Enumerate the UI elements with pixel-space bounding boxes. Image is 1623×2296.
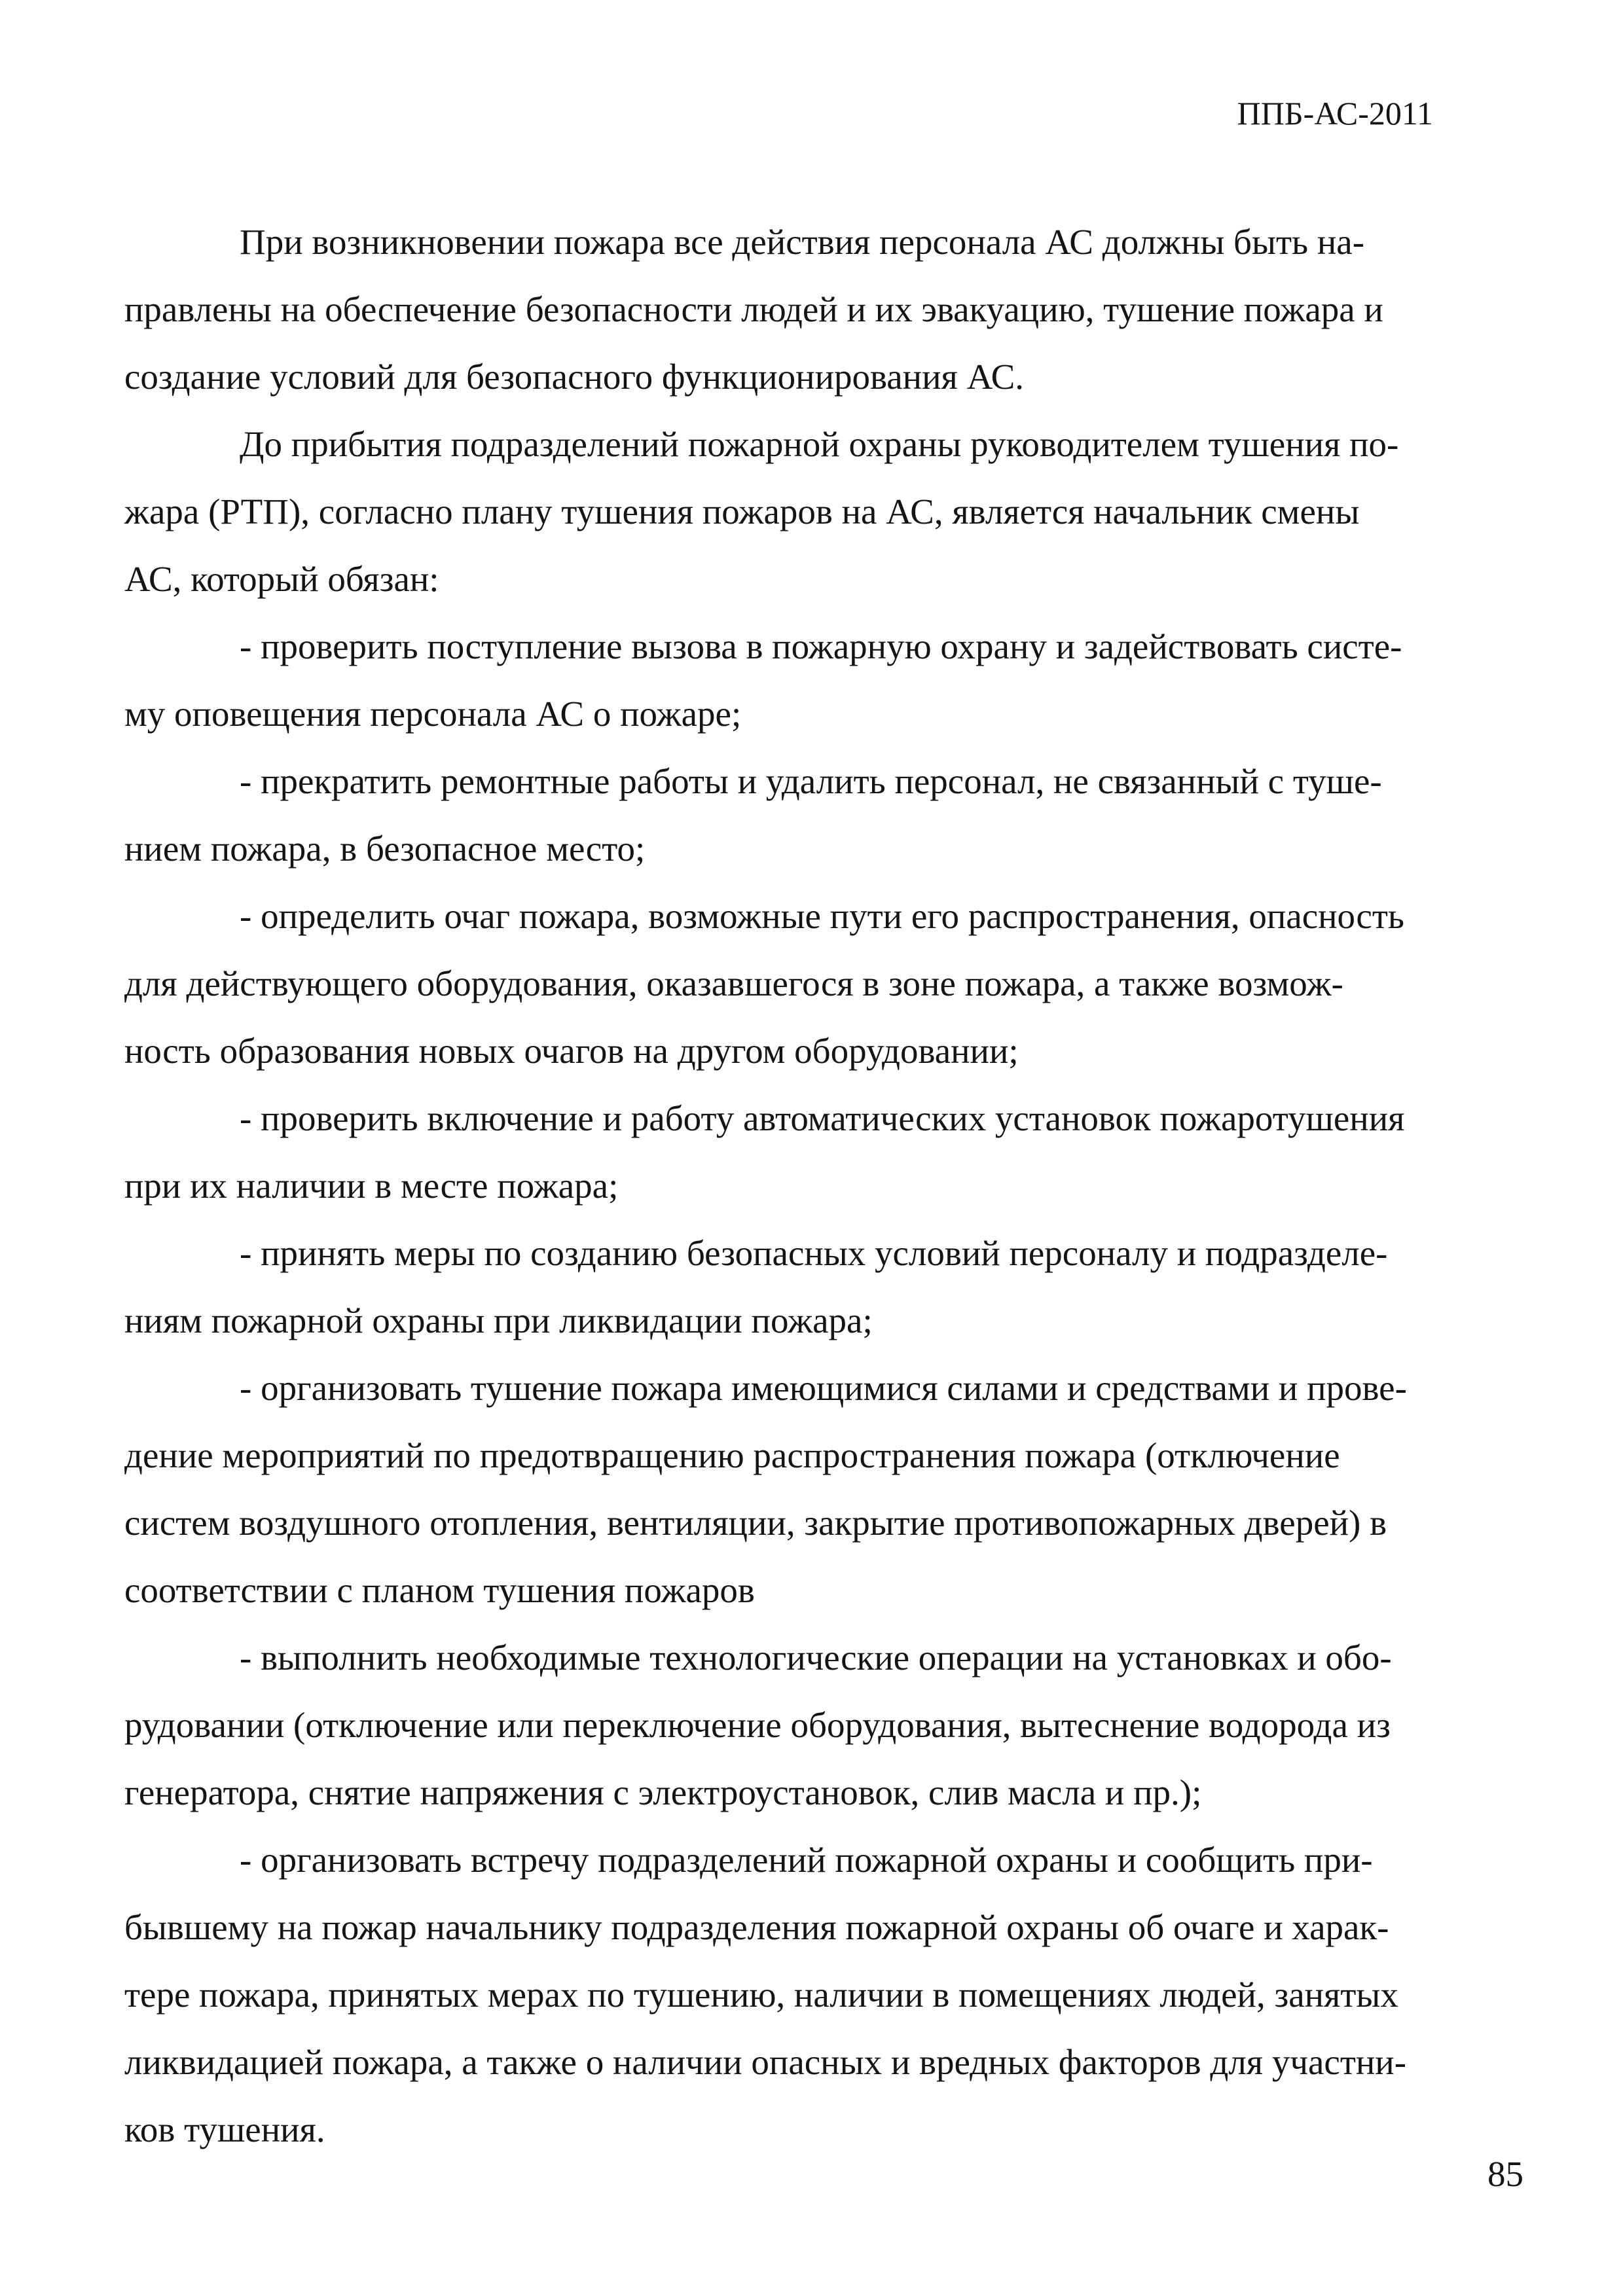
text-line: дение мероприятий по предотвращению распространения пожара (отключение bbox=[124, 1435, 1340, 1475]
text-line: АС, который обязан: bbox=[124, 559, 439, 599]
document-code-header: ППБ-АС-2011 bbox=[1237, 95, 1433, 132]
text-line: ликвидацией пожара, а также о наличии опасных и вредных факторов для участни- bbox=[124, 2042, 1407, 2082]
list-item-meet-fire-brigade bbox=[124, 1826, 1512, 2163]
text-line: му оповещения персонала АС о пожаре; bbox=[124, 694, 742, 734]
text-line: для действующего оборудования, оказавшегося в зоне пожара, а также возмож- bbox=[124, 963, 1343, 1003]
text-line: - организовать встречу подразделений пожарной охраны и сообщить при- bbox=[240, 1840, 1373, 1880]
text-line: - выполнить необходимые технологические операции на установках и обо- bbox=[240, 1638, 1392, 1677]
list-item-technological-operations bbox=[124, 1624, 1512, 1826]
text-line: систем воздушного отопления, вентиляции, закрытие противопожарных дверей) в bbox=[124, 1503, 1387, 1543]
text-line: бывшему на пожар начальнику подразделения пожарной охраны об очаге и харак- bbox=[124, 1907, 1389, 1947]
text-line: создание условий для безопасного функционирования АС. bbox=[124, 357, 1025, 397]
text-line: нием пожара, в безопасное место; bbox=[124, 829, 646, 869]
text-line: генератора, снятие напряжения с электроустановок, слив масла и пр.); bbox=[124, 1772, 1202, 1812]
text-line: тере пожара, принятых мерах по тушению, наличии в помещениях людей, занятых bbox=[124, 1975, 1398, 2015]
text-line: - проверить поступление вызова в пожарную охрану и задействовать систе- bbox=[240, 626, 1402, 666]
text-line: - прекратить ремонтные работы и удалить персонал, не связанный с туше- bbox=[240, 761, 1382, 801]
text-line: ниям пожарной охраны при ликвидации пожара; bbox=[124, 1300, 873, 1340]
list-item-locate-fire bbox=[124, 882, 1512, 1085]
paragraph-shift-supervisor bbox=[124, 410, 1512, 613]
page-number: 85 bbox=[1487, 2154, 1523, 2194]
text-line: соответствии с планом тушения пожаров bbox=[124, 1570, 755, 1610]
list-item-safety-measures bbox=[124, 1219, 1512, 1354]
text-line: при их наличии в месте пожара; bbox=[124, 1166, 619, 1206]
body-text bbox=[124, 208, 1512, 2163]
paragraph-fire-actions bbox=[124, 208, 1512, 410]
list-item-stop-repairs bbox=[124, 747, 1512, 882]
text-line: ков тушения. bbox=[124, 2109, 325, 2149]
list-item-organize-extinguishing bbox=[124, 1354, 1512, 1624]
text-line: правлены на обеспечение безопасности людей и их эвакуацию, тушение пожара и bbox=[124, 289, 1383, 329]
text-line: - определить очаг пожара, возможные пути его распространения, опасность bbox=[240, 896, 1404, 936]
list-item-check-call bbox=[124, 613, 1512, 747]
text-line: - проверить включение и работу автоматических установок пожаротушения bbox=[240, 1098, 1405, 1138]
text-line: - организовать тушение пожара имеющимися силами и средствами и прове- bbox=[240, 1368, 1407, 1408]
text-line: ность образования новых очагов на другом оборудовании; bbox=[124, 1031, 1019, 1071]
text-line: рудовании (отключение или переключение оборудования, вытеснение водорода из bbox=[124, 1705, 1391, 1745]
text-line: До прибытия подразделений пожарной охраны руководителем тушения по- bbox=[240, 424, 1399, 464]
text-line: При возникновении пожара все действия персонала АС должны быть на- bbox=[240, 222, 1365, 262]
text-line: жара (РТП), согласно плану тушения пожаров на АС, является начальник смены bbox=[124, 492, 1360, 531]
text-line: - принять меры по созданию безопасных условий персоналу и подразделе- bbox=[240, 1233, 1388, 1273]
list-item-check-automatic-systems bbox=[124, 1085, 1512, 1219]
